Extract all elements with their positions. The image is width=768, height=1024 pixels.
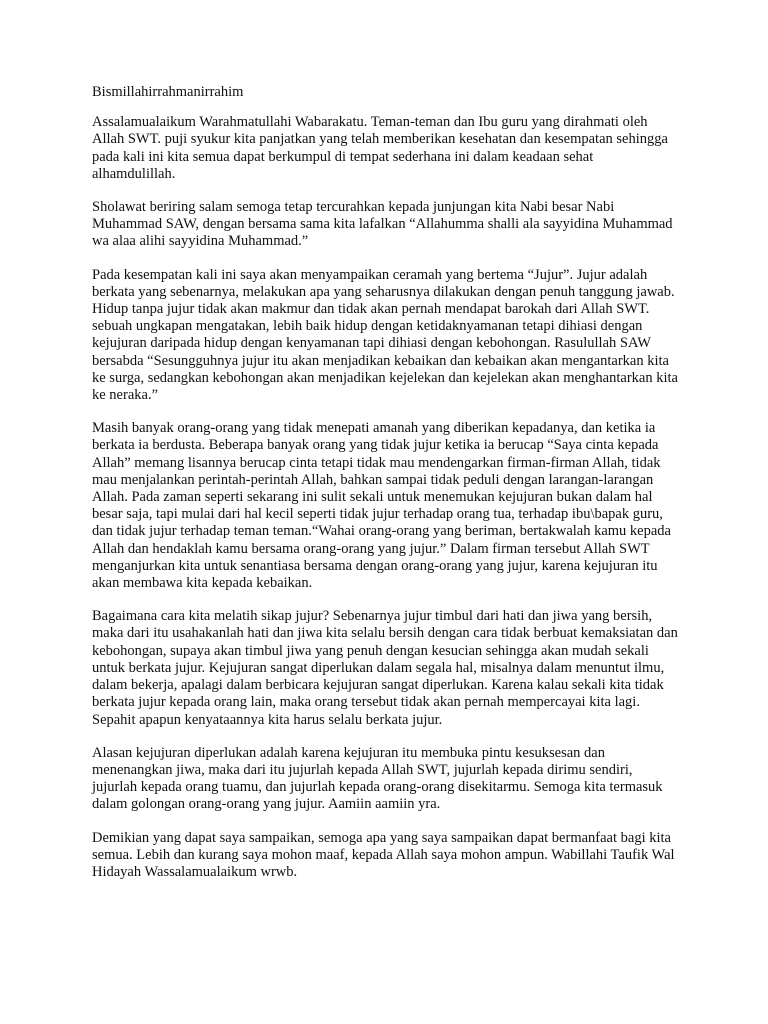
paragraph-greeting: Assalamualaikum Warahmatullahi Wabarakatu. Teman-teman dan Ibu guru yang dirahmati oleh Allah SWT. puji syukur kita panjatkan yang telah memberikan kesehatan dan kesempatan sehingga pada kali ini kita semua dapat berkumpul di tempat sederhana ini dalam keadaan sehat alhamdulillah.: [92, 114, 668, 182]
document-page: [92, 84, 680, 897]
paragraph-closing: Demikian yang dapat saya sampaikan, semoga apa yang saya sampaikan dapat bermanfaat bagi kita semua. Lebih dan kurang saya mohon maaf, kepada Allah saya mohon ampun. Wabillahi Taufik Wal Hidayah Wassalamualaikum wrwb.: [92, 829, 675, 880]
paragraph-melatih-jujur: Bagaimana cara kita melatih sikap jujur? Sebenarnya jujur timbul dari hati dan jiwa yang bersih, maka dari itu usahakanlah hati dan jiwa kita selalu bersih dengan cara tidak berbuat kemaksiatan dan kebohongan, supaya akan timbul jiwa yang penuh dengan kesucian sehingga akan mudah sekali untuk berkata jujur. Kejujuran sangat diperlukan dalam segala hal, misalnya dalam menuntut ilmu, dalam bekerja, apalagi dalam berbicara kejujuran sangat diperlukan. Karena kalau sekali kita tidak berkata jujur kepada orang lain, maka orang tersebut tidak akan pernah mempercayai kita lagi. Sepahit apapun kenyataannya kita harus selalu berkata jujur.: [92, 608, 678, 728]
opening-basmalah: Bismillahirrahmanirrahim: [92, 84, 244, 100]
paragraph-alasan-kejujuran: Alasan kejujuran diperlukan adalah karena kejujuran itu membuka pintu kesuksesan dan menenangkan jiwa, maka dari itu jujurlah kepada Allah SWT, jujurlah kepada dirimu sendiri, jujurlah kepada orang tuamu, dan jujurlah kepada orang-orang disekitarmu. Semoga kita termasuk dalam golongan orang-orang yang jujur. Aamiin aamiin yra.: [92, 744, 663, 813]
paragraph-sholawat: Sholawat beriring salam semoga tetap tercurahkan kepada junjungan kita Nabi besar Nabi Muhammad SAW, dengan bersama sama kita lafalkan “Allahumma shalli ala sayyidina Muhammad wa alaa alihi sayyidina Muhammad.”: [92, 199, 673, 250]
paragraph-theme-jujur: Pada kesempatan kali ini saya akan menyampaikan ceramah yang bertema “Jujur”. Jujur adalah berkata yang sebenarnya, melakukan apa yang seharusnya dilakukan dengan penuh tanggung jawab. Hidup tanpa jujur tidak akan makmur dan tidak akan pernah mendapat barokah dari Allah SWT. sebuah ungkapan mengatakan, lebih baik hidup dengan ketidaknyamanan tetapi dihiasi dengan kejujuran daripada hidup dengan kenyamanan tapi dihiasi dengan kebohongan. Rasulullah SAW bersabda “Sesungguhnya jujur itu akan menjadikan kebaikan dan kebaikan akan mengantarkan kita ke surga, sedangkan kebohongan akan menjadikan kejelekan dan kejelekan akan menghantarkan kita ke neraka.”: [92, 266, 678, 404]
paragraph-amanah: Masih banyak orang-orang yang tidak menepati amanah yang diberikan kepadanya, dan ketika ia berkata ia berdusta. Beberapa banyak orang yang tidak jujur ketika ia berucap “Saya cinta kepada Allah” memang lisannya berucap cinta tetapi tidak mau mendengarkan firman-firman Allah, tidak mau menjalankan perintah-perintah Allah, bahkan sampai tidak peduli dengan larangan-larangan Allah. Pada zaman seperti sekarang ini sulit sekali untuk menemukan kejujuran bukan dalam hal besar saja, tapi mulai dari hal kecil seperti tidak jujur terhadap orang tua, terhadap ibu\bapak guru, dan tidak jujur terhadap teman teman.“Wahai orang-orang yang beriman, bertakwalah kamu kepada Allah dan hendaklah kamu bersama orang-orang yang jujur.” Dalam firman tersebut Allah SWT menganjurkan kita untuk senantiasa bersama dengan orang-orang yang jujur, karena kejujuran itu akan membawa kita kepada kebaikan.: [92, 420, 671, 592]
